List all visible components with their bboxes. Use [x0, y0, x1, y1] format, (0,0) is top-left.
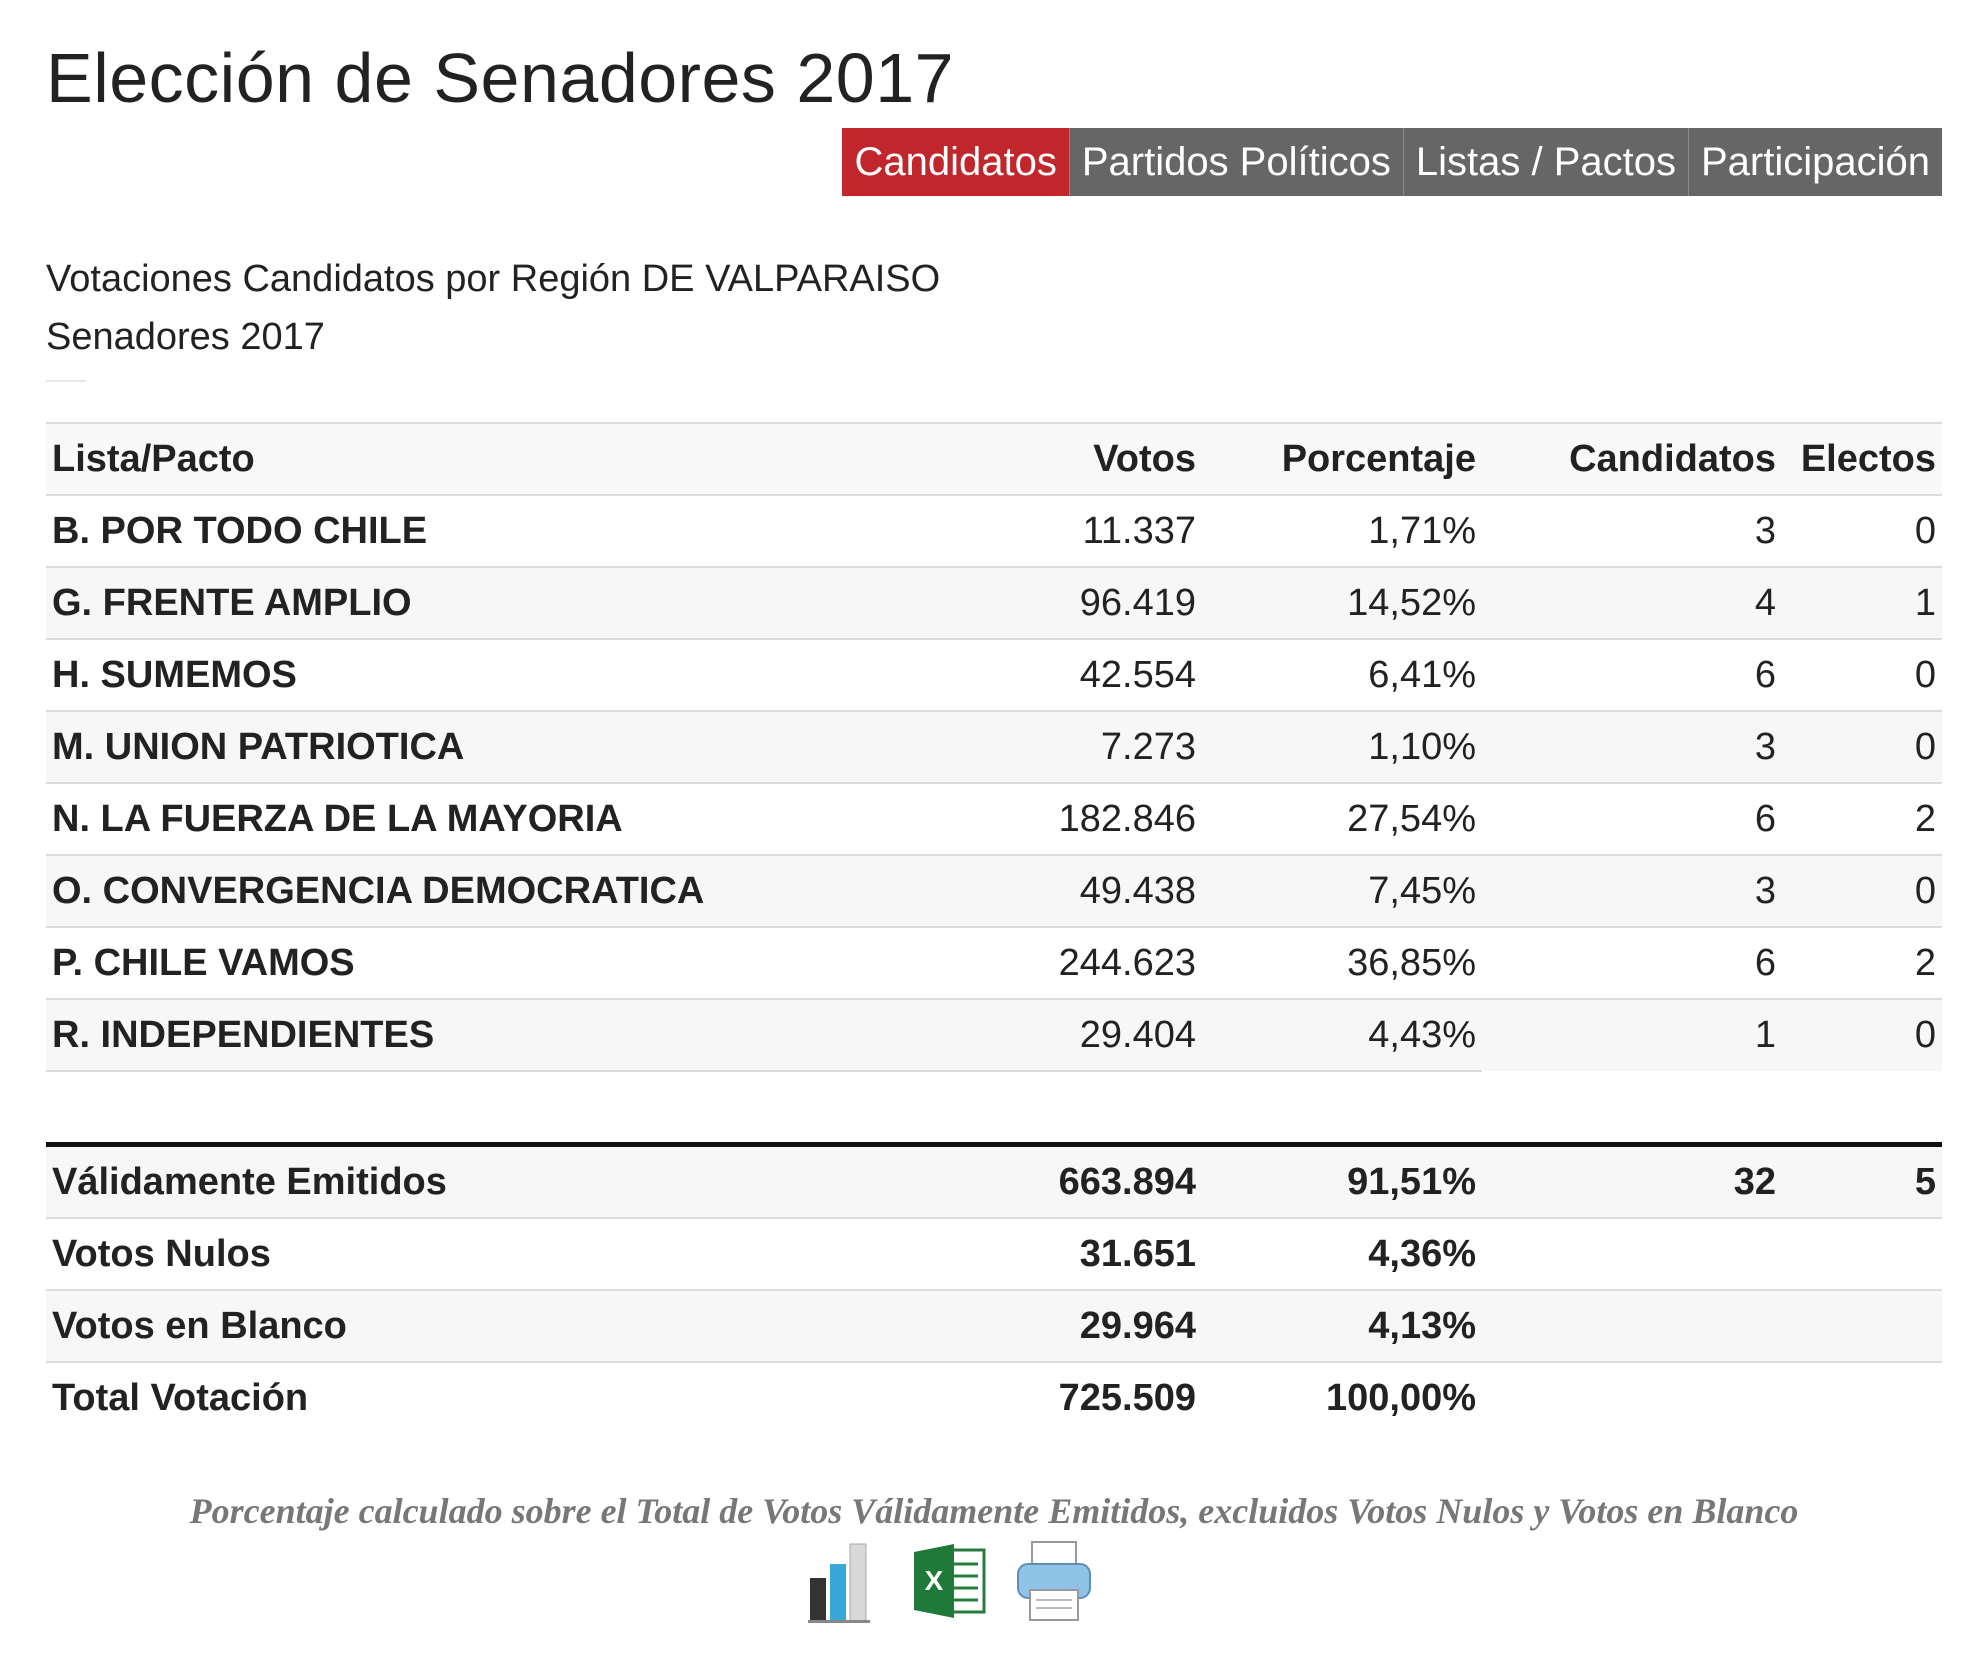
- total-porcentaje: 100,00%: [1202, 1362, 1482, 1433]
- cell-porcentaje: 7,45%: [1202, 855, 1482, 927]
- cell-votos: 244.623: [1026, 927, 1202, 999]
- subtitle-election: Senadores 2017: [46, 316, 325, 358]
- total-votos: 31.651: [1026, 1218, 1202, 1290]
- header-electos: Electos: [1782, 423, 1942, 495]
- footnote: Porcentaje calculado sobre el Total de Votos Válidamente Emitidos, excluidos Votos Nulos y Votos en Blanco: [189, 1491, 1799, 1531]
- results-table: [46, 422, 1942, 1072]
- cell-lista: P. CHILE VAMOS: [46, 927, 1026, 999]
- total-votos: 725.509: [1026, 1362, 1202, 1433]
- cell-candidatos: 6: [1482, 783, 1782, 855]
- totals-row: [46, 1290, 1942, 1362]
- divider: [46, 380, 86, 382]
- cell-lista: R. INDEPENDIENTES: [46, 999, 1026, 1071]
- bar-chart-icon[interactable]: [806, 1538, 886, 1624]
- total-porcentaje: 4,36%: [1202, 1218, 1482, 1290]
- cell-porcentaje: 6,41%: [1202, 639, 1482, 711]
- tab-partidos-politicos[interactable]: Partidos Políticos: [1069, 128, 1403, 196]
- cell-lista: M. UNION PATRIOTICA: [46, 711, 1026, 783]
- total-label: Votos en Blanco: [46, 1290, 1026, 1362]
- table-row: [46, 999, 1942, 1071]
- totals-table: [46, 1142, 1942, 1433]
- table-row: [46, 855, 1942, 927]
- table-row: [46, 495, 1942, 567]
- page-title: Elección de Senadores 2017: [46, 39, 955, 117]
- cell-porcentaje: 1,71%: [1202, 495, 1482, 567]
- cell-electos: 0: [1782, 711, 1942, 783]
- header-lista-pacto: Lista/Pacto: [46, 423, 1026, 495]
- cell-candidatos: 6: [1482, 927, 1782, 999]
- cell-votos: 7.273: [1026, 711, 1202, 783]
- cell-candidatos: 1: [1482, 999, 1782, 1071]
- cell-electos: 1: [1782, 567, 1942, 639]
- cell-lista: G. FRENTE AMPLIO: [46, 567, 1026, 639]
- header-porcentaje: Porcentaje: [1202, 423, 1482, 495]
- subtitle: [46, 250, 940, 366]
- total-electos: [1782, 1218, 1942, 1290]
- total-porcentaje: 4,13%: [1202, 1290, 1482, 1362]
- printer-icon[interactable]: [1014, 1538, 1094, 1624]
- totals-row: [46, 1218, 1942, 1290]
- cell-votos: 11.337: [1026, 495, 1202, 567]
- cell-porcentaje: 1,10%: [1202, 711, 1482, 783]
- total-candidatos: 32: [1482, 1145, 1782, 1219]
- cell-electos: 0: [1782, 495, 1942, 567]
- total-votos: 663.894: [1026, 1145, 1202, 1219]
- cell-electos: 0: [1782, 639, 1942, 711]
- cell-porcentaje: 4,43%: [1202, 999, 1482, 1071]
- cell-lista: B. POR TODO CHILE: [46, 495, 1026, 567]
- table-row: [46, 927, 1942, 999]
- table-row: [46, 783, 1942, 855]
- totals-row: [46, 1145, 1942, 1219]
- cell-votos: 49.438: [1026, 855, 1202, 927]
- tab-listas-pactos[interactable]: Listas / Pactos: [1403, 128, 1688, 196]
- total-electos: [1782, 1362, 1942, 1433]
- svg-text:X: X: [924, 1565, 944, 1596]
- total-porcentaje: 91,51%: [1202, 1145, 1482, 1219]
- total-candidatos: [1482, 1362, 1782, 1433]
- cell-candidatos: 4: [1482, 567, 1782, 639]
- cell-porcentaje: 27,54%: [1202, 783, 1482, 855]
- cell-porcentaje: 36,85%: [1202, 927, 1482, 999]
- cell-porcentaje: 14,52%: [1202, 567, 1482, 639]
- tab-participacion[interactable]: Participación: [1688, 128, 1942, 196]
- cell-candidatos: 6: [1482, 639, 1782, 711]
- table-row: [46, 639, 1942, 711]
- header-candidatos: Candidatos: [1482, 423, 1782, 495]
- cell-candidatos: 3: [1482, 855, 1782, 927]
- cell-votos: 29.404: [1026, 999, 1202, 1071]
- cell-lista: N. LA FUERZA DE LA MAYORIA: [46, 783, 1026, 855]
- export-icons: [806, 1538, 1094, 1624]
- cell-lista: H. SUMEMOS: [46, 639, 1026, 711]
- cell-electos: 0: [1782, 855, 1942, 927]
- subtitle-region: Votaciones Candidatos por Región DE VALPARAISO: [46, 258, 941, 300]
- table-row: [46, 711, 1942, 783]
- total-candidatos: [1482, 1290, 1782, 1362]
- totals-row: [46, 1362, 1942, 1433]
- cell-votos: 96.419: [1026, 567, 1202, 639]
- cell-candidatos: 3: [1482, 495, 1782, 567]
- total-label: Votos Nulos: [46, 1218, 1026, 1290]
- tab-bar: [842, 128, 1942, 196]
- tab-candidatos[interactable]: Candidatos: [842, 128, 1068, 196]
- total-electos: 5: [1782, 1145, 1942, 1219]
- cell-votos: 182.846: [1026, 783, 1202, 855]
- cell-electos: 2: [1782, 783, 1942, 855]
- cell-candidatos: 3: [1482, 711, 1782, 783]
- total-candidatos: [1482, 1218, 1782, 1290]
- table-row: [46, 567, 1942, 639]
- cell-lista: O. CONVERGENCIA DEMOCRATICA: [46, 855, 1026, 927]
- total-votos: 29.964: [1026, 1290, 1202, 1362]
- cell-electos: 2: [1782, 927, 1942, 999]
- table-header-row: [46, 423, 1942, 495]
- cell-votos: 42.554: [1026, 639, 1202, 711]
- cell-electos: 0: [1782, 999, 1942, 1071]
- excel-icon[interactable]: [910, 1538, 990, 1624]
- total-label: Válidamente Emitidos: [46, 1145, 1026, 1219]
- total-electos: [1782, 1290, 1942, 1362]
- total-label: Total Votación: [46, 1362, 1026, 1433]
- header-votos: Votos: [1026, 423, 1202, 495]
